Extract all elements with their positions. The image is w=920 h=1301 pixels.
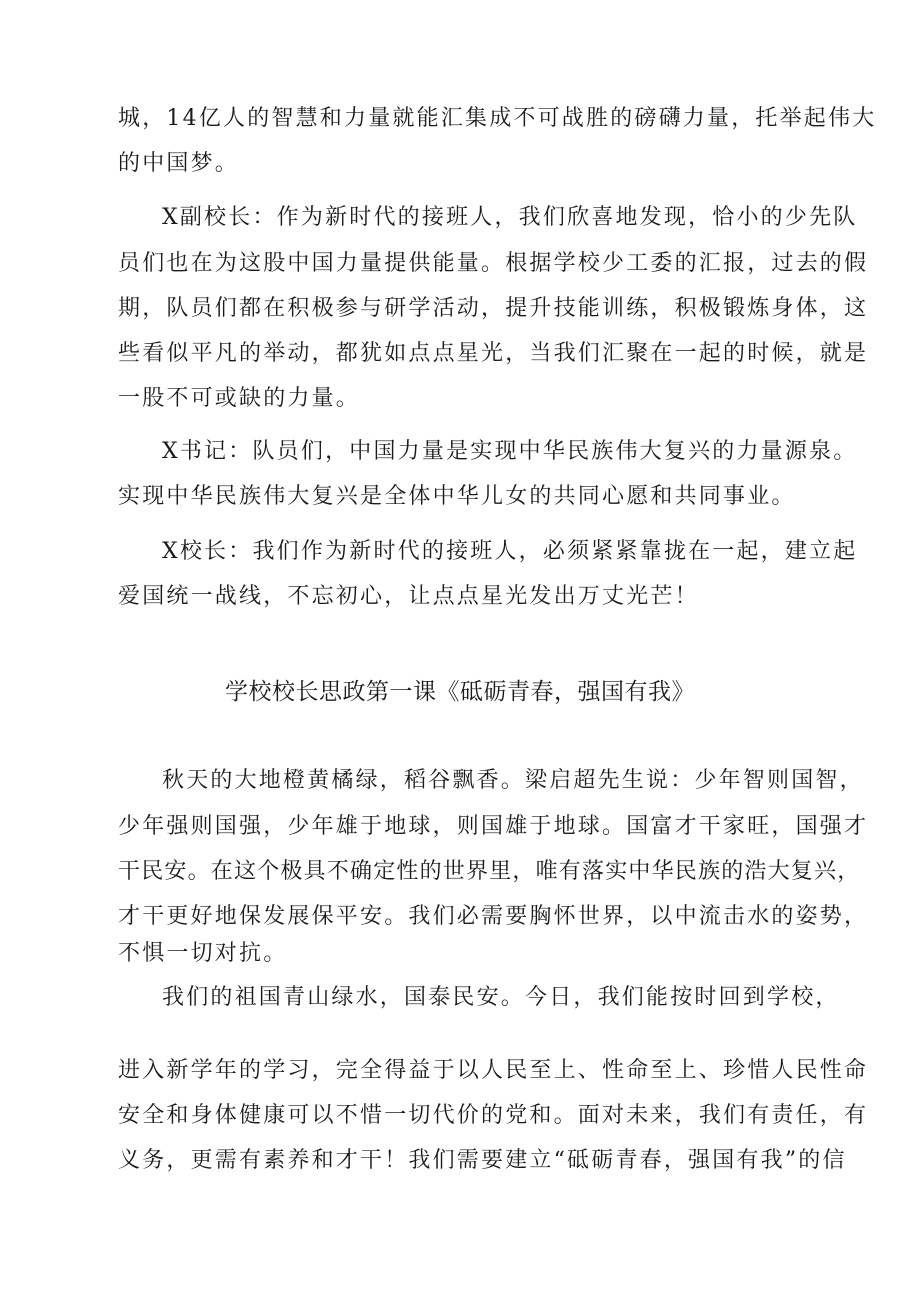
section-title: 学校校长思政第一课《砥砺青春，强国有我》	[225, 679, 695, 705]
paragraph-line: 些看似平凡的举动，都犹如点点星光，当我们汇聚在一起的时候，就是	[118, 341, 869, 366]
paragraph-line: 城，14亿人的智慧和力量就能汇集成不可战胜的磅礴力量，托举起伟大	[118, 106, 877, 131]
paragraph-line: 少年强则国强，少年雄于地球，则国雄于地球。国富才干家旺，国强才	[118, 814, 869, 839]
paragraph-line: 我们的祖国青山绿水，国泰民安。今日，我们能按时回到学校，	[162, 985, 840, 1010]
paragraph-line: X副校长：作为新时代的接班人，我们欣喜地发现，恰小的少先队	[162, 205, 858, 230]
paragraph-line: 一股不可或缺的力量。	[118, 386, 361, 411]
paragraph-line: X校长：我们作为新时代的接班人，必须紧紧靠拢在一起，建立起	[162, 539, 858, 564]
paragraph-line: 爱国统一战线，不忘初心，让点点星光发出万丈光芒！	[118, 584, 699, 609]
paragraph-line: 才干更好地保发展保平安。我们必需要胸怀世界，以中流击水的姿势，	[118, 904, 869, 929]
paragraph-line: 不惧一切对抗。	[118, 941, 288, 966]
paragraph-line: 进入新学年的学习，完全得益于以人民至上、性命至上、珍惜人民性命	[118, 1058, 869, 1083]
paragraph-line: 秋天的大地橙黄橘绿，稻谷飘香。梁启超先生说：少年智则国智，	[162, 768, 864, 793]
paragraph-line: 干民安。在这个极具不确定性的世界里，唯有落实中华民族的浩大复兴，	[118, 859, 861, 884]
paragraph-line: 期，队员们都在积极参与研学活动，提升技能训练，积极锻炼身体，这	[118, 296, 869, 321]
paragraph-line: 实现中华民族伟大复兴是全体中华儿女的共同心愿和共同事业。	[118, 484, 796, 509]
paragraph-line: 的中国梦。	[118, 151, 240, 176]
paragraph-line: 安全和身体健康可以不惜一切代价的党和。面对未来，我们有责任，有	[118, 1103, 869, 1128]
paragraph-line: 义务，更需有素养和才干！我们需要建立“砥砺青春，强国有我”的信	[118, 1148, 847, 1173]
paragraph-line: 员们也在为这股中国力量提供能量。根据学校少工委的汇报，过去的假	[118, 251, 869, 276]
paragraph-line: X书记：队员们，中国力量是实现中华民族伟大复兴的力量源泉。	[162, 439, 858, 464]
